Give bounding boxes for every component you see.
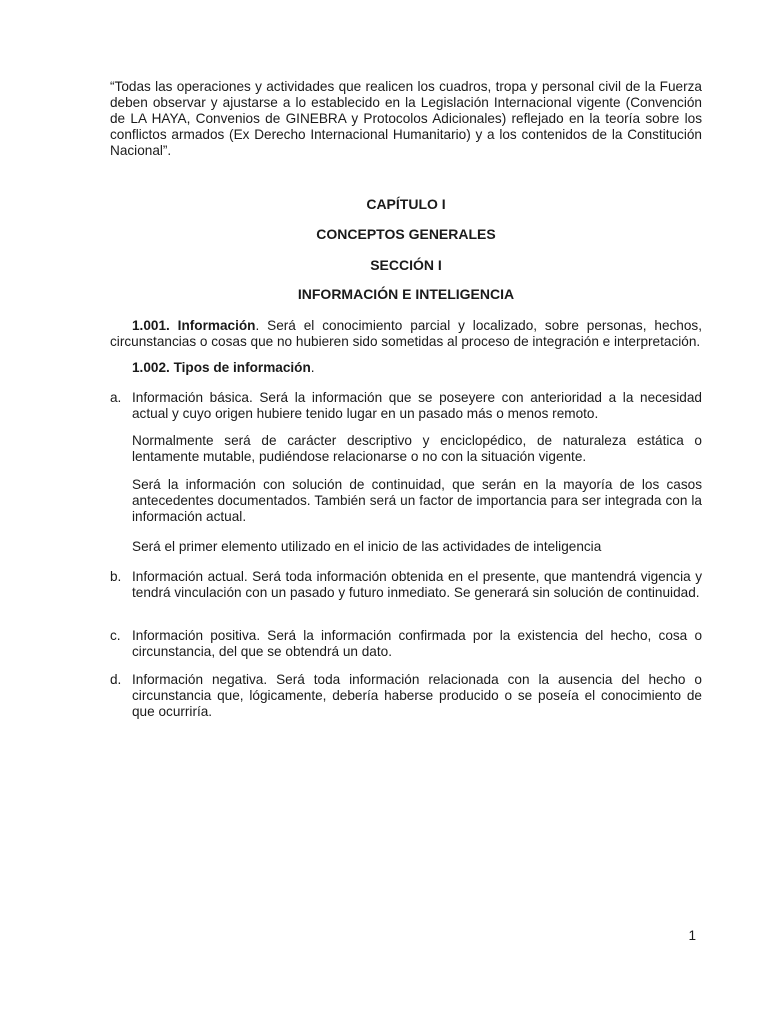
list-item-letter: a. (110, 390, 122, 405)
list-item-text: Información básica. Será la información que se poseyere con anterioridad a la necesidad actual y cuyo origen hubiere tenido lugar en un pasado más o menos remoto. (132, 390, 702, 421)
chapter-title: CONCEPTOS GENERALES (316, 226, 496, 242)
list-item-a-paragraph-2: Será la información con solución de continuidad, que serán en la mayoría de los casos antecedentes documentados. También será un factor de importancia para ser integrada con la información actual. (132, 477, 702, 524)
article-1002-suffix: . (310, 360, 315, 375)
article-1001 (110, 318, 702, 350)
list-item-a (110, 390, 702, 422)
list-item-text: Información positiva. Será la información confirmada por la existencia del hecho, cosa o circunstancia, del que se obtendrá un dato. (132, 628, 702, 659)
article-1001-text: . Será el conocimiento parcial y localizado, sobre personas, hechos, circunstancias o cosas que no hubieren sido sometidas al proceso de integración e interpretación. (110, 318, 702, 349)
article-1002 (110, 360, 702, 376)
list-item-a-paragraph-1: Normalmente será de carácter descriptivo y enciclopédico, de naturaleza estática o lentamente mutable, pudiéndose relacionarse o no con la situación vigente. (132, 433, 702, 464)
article-1002-label: 1.002. Tipos de información (132, 360, 311, 375)
section-title: INFORMACIÓN E INTELIGENCIA (297, 286, 515, 302)
epigraph-quote: “Todas las operaciones y actividades que realicen los cuadros, tropa y personal civil de la Fuerza deben observar y ajustarse a lo establecido en la Legislación Internacional vigente (Convención de LA HAYA, Convenios de GINEBRA y Protocolos Adicionales) reflejado en la teoría sobre los conflictos armados (Ex Derecho Internacional Humanitario) y a los contenidos de la Constitución Nacional”. (110, 79, 702, 158)
page-number: 1 (688, 928, 696, 943)
list-item-letter: d. (110, 672, 122, 687)
list-item-text: Información actual. Será toda información obtenida en el presente, que mantendrá vigencia y tendrá vinculación con un pasado y futuro inmediato. Se generará sin solución de continuidad. (132, 569, 702, 600)
list-item-b (110, 569, 702, 601)
list-item-text: Información negativa. Será toda información relacionada con la ausencia del hecho o circunstancia que, lógicamente, debería haberse producido o se poseía el conocimiento de que ocurriría. (132, 672, 702, 719)
list-item-a-paragraph-3: Será el primer elemento utilizado en el inicio de las actividades de inteligencia (132, 539, 602, 554)
list-item-letter: c. (110, 628, 121, 643)
article-1001-label: 1.001. Información (132, 318, 256, 333)
section-heading: SECCIÓN I (370, 257, 442, 273)
list-item-letter: b. (110, 569, 122, 584)
chapter-heading: CAPÍTULO I (366, 196, 446, 212)
list-item-c (110, 628, 702, 660)
list-item-d (110, 672, 702, 720)
